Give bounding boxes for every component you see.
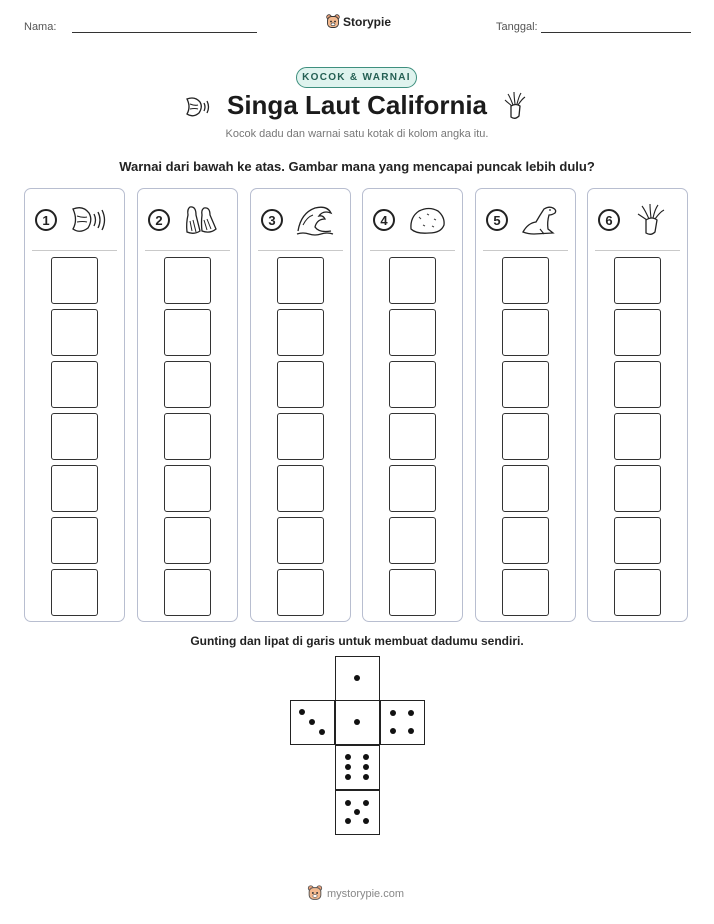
footer bbox=[307, 885, 404, 902]
activity-badge: KOCOK & WARNAI bbox=[296, 67, 417, 88]
color-box[interactable] bbox=[502, 569, 549, 616]
dice-face-6 bbox=[335, 745, 380, 790]
color-box[interactable] bbox=[502, 413, 549, 460]
color-box[interactable] bbox=[164, 361, 211, 408]
color-box[interactable] bbox=[614, 413, 661, 460]
name-label: Nama: bbox=[24, 21, 57, 33]
color-box[interactable] bbox=[389, 569, 436, 616]
color-box[interactable] bbox=[164, 569, 211, 616]
bear-logo-icon bbox=[326, 14, 340, 30]
color-box[interactable] bbox=[277, 257, 324, 304]
color-box[interactable] bbox=[51, 413, 98, 460]
color-box[interactable] bbox=[389, 361, 436, 408]
column-number: 1 bbox=[35, 209, 57, 231]
dice-face-5 bbox=[335, 790, 380, 835]
color-box[interactable] bbox=[389, 465, 436, 512]
color-box[interactable] bbox=[277, 569, 324, 616]
color-box[interactable] bbox=[614, 257, 661, 304]
column-number: 5 bbox=[486, 209, 508, 231]
color-box[interactable] bbox=[614, 309, 661, 356]
color-box[interactable] bbox=[51, 465, 98, 512]
color-box[interactable] bbox=[51, 517, 98, 564]
color-box[interactable] bbox=[277, 465, 324, 512]
sea-anemone-icon bbox=[504, 91, 528, 121]
page-subtitle: Kocok dadu dan warnai satu kotak di kolom angka itu. bbox=[225, 128, 489, 140]
color-box[interactable] bbox=[164, 517, 211, 564]
dice-face-4 bbox=[380, 700, 425, 745]
sea-lion-icon bbox=[520, 203, 560, 237]
column-4 bbox=[362, 188, 463, 622]
column-5 bbox=[475, 188, 576, 622]
color-box[interactable] bbox=[277, 517, 324, 564]
rock-icon bbox=[407, 203, 447, 237]
color-box[interactable] bbox=[51, 309, 98, 356]
bear-logo-icon bbox=[307, 885, 323, 902]
column-number: 6 bbox=[598, 209, 620, 231]
column-3 bbox=[250, 188, 351, 622]
color-box[interactable] bbox=[164, 465, 211, 512]
color-box[interactable] bbox=[389, 309, 436, 356]
column-number: 3 bbox=[261, 209, 283, 231]
dice-instruction: Gunting dan lipat di garis untuk membuat dadumu sendiri. bbox=[190, 634, 524, 648]
dice-face-3 bbox=[290, 700, 335, 745]
name-line[interactable] bbox=[72, 32, 257, 33]
column-number: 2 bbox=[148, 209, 170, 231]
color-box[interactable] bbox=[51, 361, 98, 408]
column-6 bbox=[587, 188, 688, 622]
color-box[interactable] bbox=[164, 309, 211, 356]
color-box[interactable] bbox=[51, 257, 98, 304]
date-line[interactable] bbox=[541, 32, 691, 33]
sea-anemone-icon bbox=[632, 203, 672, 237]
instruction-text: Warnai dari bawah ke atas. Gambar mana yang mencapai puncak lebih dulu? bbox=[119, 159, 595, 174]
color-box[interactable] bbox=[389, 257, 436, 304]
color-box[interactable] bbox=[502, 309, 549, 356]
dice-face-1b bbox=[335, 700, 380, 745]
color-box[interactable] bbox=[164, 257, 211, 304]
date-label: Tanggal: bbox=[496, 21, 538, 33]
wave-icon bbox=[295, 203, 335, 237]
brand-logo bbox=[326, 14, 391, 30]
color-box[interactable] bbox=[502, 257, 549, 304]
brand-name: Storypie bbox=[343, 15, 392, 29]
color-box[interactable] bbox=[502, 465, 549, 512]
column-2 bbox=[137, 188, 238, 622]
color-box[interactable] bbox=[277, 361, 324, 408]
page-title: Singa Laut California bbox=[226, 90, 488, 120]
color-box[interactable] bbox=[277, 413, 324, 460]
color-box[interactable] bbox=[614, 465, 661, 512]
color-box[interactable] bbox=[502, 361, 549, 408]
color-box[interactable] bbox=[51, 569, 98, 616]
color-box[interactable] bbox=[614, 569, 661, 616]
dice-face-1 bbox=[335, 656, 380, 701]
footer-url[interactable]: mystorypie.com bbox=[327, 887, 405, 900]
column-1 bbox=[24, 188, 125, 622]
color-box[interactable] bbox=[389, 517, 436, 564]
color-box[interactable] bbox=[614, 517, 661, 564]
color-box[interactable] bbox=[164, 413, 211, 460]
color-box[interactable] bbox=[389, 413, 436, 460]
flippers-icon bbox=[182, 203, 222, 237]
color-box[interactable] bbox=[277, 309, 324, 356]
column-number: 4 bbox=[373, 209, 395, 231]
color-box[interactable] bbox=[502, 517, 549, 564]
color-box[interactable] bbox=[614, 361, 661, 408]
sea-lion-barking-icon bbox=[69, 203, 109, 237]
